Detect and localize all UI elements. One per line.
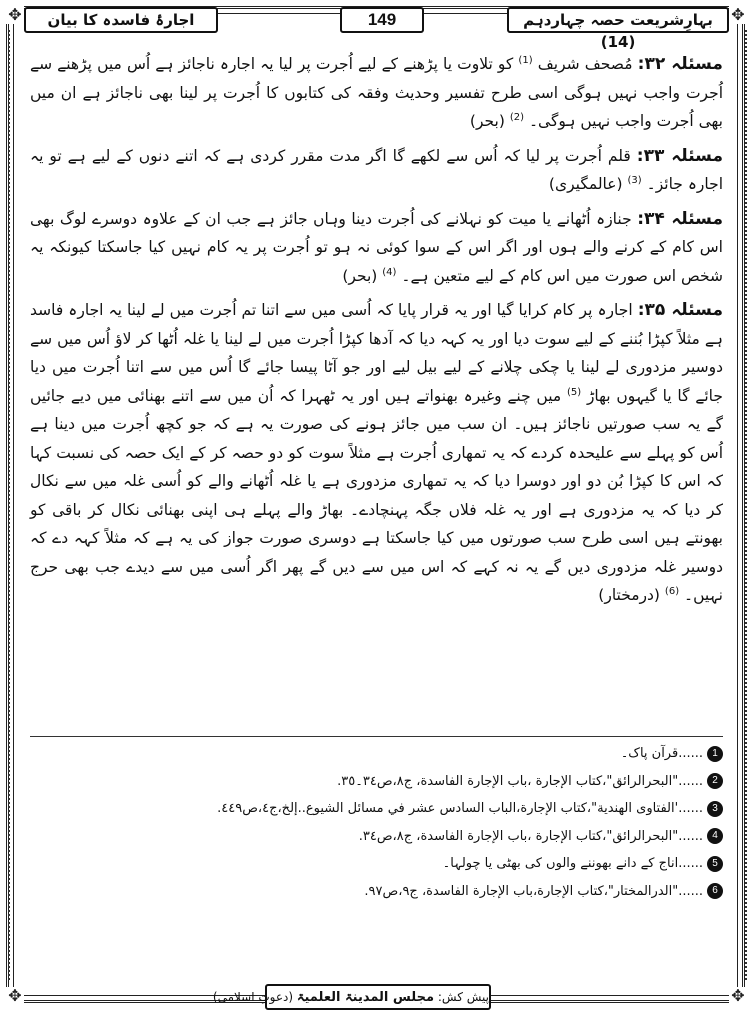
corner-ornament-top-right: ✥ bbox=[729, 6, 747, 24]
footnote-divider bbox=[30, 736, 723, 737]
footnote-text: ......قرآن پاک۔ bbox=[620, 746, 703, 761]
footnote-ref: (6) bbox=[664, 585, 680, 597]
masala-34 bbox=[30, 205, 723, 291]
chapter-title: اجارۂ فاسدہ کا بیان bbox=[24, 7, 218, 33]
source-citation: (عالمگیری) bbox=[548, 175, 623, 193]
footnote-text: ......'الفتاوى الهندية"،كتاب الإجارة،الباب السادس عشر في مسائل الشيوع..إلخ،ج٤،ص٤٤٩. bbox=[217, 801, 703, 816]
presented-by-label: پیش کش: bbox=[437, 990, 489, 1004]
page-header bbox=[22, 5, 731, 51]
source-citation: (بحر) bbox=[342, 266, 378, 285]
footnote-ref: (4) bbox=[382, 266, 397, 278]
footnote-number-badge: 2 bbox=[707, 773, 723, 789]
footnote-item bbox=[30, 768, 723, 796]
source-citation: (بحر) bbox=[469, 112, 505, 130]
footnote-text: ......اناج کے دانے بھوننے والوں کی بھٹی یا چولہا۔ bbox=[442, 856, 703, 871]
footnote-ref: (3) bbox=[627, 174, 642, 186]
footnote-item bbox=[30, 850, 723, 878]
masala-label: مسئلہ ۳۵: bbox=[637, 300, 723, 320]
masala-text: قلم اُجرت پر لیا کہ اُس سے لکھے گا اگر مدت مقرر کردی ہے کہ اتنے دنوں کے لیے ہے تو یہ اجارہ جائز۔ bbox=[30, 146, 723, 193]
masala-text: جنازہ اُٹھانے یا میت کو نہلانے کی اُجرت دینا وہاں جائز ہے جب ان کے علاوہ دوسرے لوگ بھی اس کام کے کرنے والے ہوں اور اگر اس کے سوا کوئی نہ ہو تو اُجرت پر یہ کام نہیں کیا جاسکتا کیونکہ یہ شخص اس صورت میں اس کام کے لیے متعین ہے۔ bbox=[30, 209, 723, 285]
footnote-text: ......"الدرالمختار"،كتاب الإجارة،باب الإجارة الفاسدة، ج٩،ص٩٧. bbox=[364, 883, 703, 899]
publisher-name: مجلس المدینۃ العلمیۃ bbox=[296, 990, 435, 1005]
corner-ornament-bottom-right: ✥ bbox=[729, 987, 747, 1005]
footnote-item bbox=[30, 823, 723, 851]
main-text bbox=[30, 50, 723, 616]
footnote-item bbox=[30, 795, 723, 823]
masala-35 bbox=[30, 296, 723, 610]
footnote-item bbox=[30, 740, 723, 768]
left-border-chain bbox=[8, 30, 16, 980]
publisher-subtitle: (دعوتِ اسلامی) bbox=[212, 990, 294, 1004]
footnote-number-badge: 1 bbox=[707, 746, 723, 762]
masala-text: کو تلاوت یا پڑھنے کے لیے اُجرت پر لیا یہ اجارہ ناجائز ہے اُس میں پڑھنے سے اُجرت واجب نہیں ہوگی اسی طرح تفسیر وحدیث وفقہ کی کتابوں کا اُجرت پر لینا بھی ناجائز ہے ان میں بھی اُجرت واجب نہیں ہوگی۔ bbox=[30, 55, 723, 130]
masala-32 bbox=[30, 50, 723, 136]
publisher-box bbox=[212, 984, 491, 1010]
page-number: 149 bbox=[340, 7, 424, 33]
footnote-number-badge: 5 bbox=[707, 856, 723, 872]
corner-ornament-bottom-left: ✥ bbox=[6, 987, 24, 1005]
footnote-number-badge: 3 bbox=[707, 801, 723, 817]
source-citation: (درمختار) bbox=[598, 586, 660, 604]
footnote-item bbox=[30, 878, 723, 906]
corner-ornament-top-left: ✥ bbox=[6, 6, 24, 24]
footnote-ref: (2) bbox=[509, 111, 524, 123]
footnote-number-badge: 6 bbox=[707, 883, 723, 899]
footnote-text: ......"البحرالرائق"،كتاب الإجارة ،باب الإجارة الفاسدة، ج٨،ص٣٤۔٣٥. bbox=[337, 773, 703, 789]
book-title: بہارِشریعت حصہ چہاردہم (14) bbox=[507, 7, 729, 33]
footnote-ref: (5) bbox=[566, 386, 582, 398]
masala-label: مسئلہ ۳۴: bbox=[637, 208, 723, 229]
masala-text: میں چنے وغیرہ بھنواتے ہیں اور یہ ٹھہرا کہ اُن میں سے اتنے بھنائی میں دیے جائیں گے یہ سب صورتیں ناجائز ہیں۔ ان سب میں جائز ہونے کی صورت یہ ہے کہ جو کچھ اُجرت میں دینا ہے اُس کو پہلے سے علیحدہ کردے کہ یہ تمھاری اُجرت ہے مثلاً سوت کو دو حصہ کر کے ایک حصہ کی نسبت کہا کہ اس کا کپڑا بُن دو اور دوسرا دیا کہ یہ تمھاری مزدوری ہے یا غلہ اُٹھانے والے کو اُسی غلہ میں سے نکال کر دیا کہ یہ مزدوری ہے اور یہ غلہ فلاں جگہ پہنچادے۔ بھاڑ والے پہلے ہی اپنی بھنائی نکال کر باقی کو بھونتے ہیں اسی طرح سب صورتوں میں کیا جاسکتا ہے دوسری صورت جواز کی یہ ہے کہ مثلاً کہہ دے کہ دوسیر غلہ مزدوری دیں گے یہ نہ کہے کہ اس میں سے دیں گے پھر اگر اُسی میں سے دیدے جب بھی حرج نہیں۔ bbox=[30, 386, 723, 604]
masala-text: اجارہ پر کام کرایا گیا اور یہ قرار پایا کہ اُسی میں سے اتنا تم اُجرت میں لے لینا یہ اجارہ فاسد ہے مثلاً کپڑا بُننے کے لیے سوت دیا اور یہ کہہ دیا کہ آدھا کپڑا اُجرت میں لے لینا یا غلہ اُٹھا کر لاؤ اُس میں سے دوسیر مزدوری لے لینا یا چکی چلانے کے لیے بیل لیے اور جو آٹا پیسا جائے گا اُس میں سے اتنا اُجرت میں دیا جائے گا یا گیہوں بھاڑ bbox=[30, 301, 723, 405]
masala-33 bbox=[30, 142, 723, 199]
masala-label: مسئلہ ۳۳: bbox=[636, 145, 723, 166]
right-border-chain bbox=[739, 30, 747, 980]
footnote-number-badge: 4 bbox=[707, 828, 723, 844]
masala-text: مُصحف شریف bbox=[537, 55, 633, 73]
masala-label: مسئلہ ۳۲: bbox=[637, 54, 723, 74]
page-footer bbox=[22, 978, 731, 1008]
footnote-ref: (1) bbox=[518, 54, 533, 66]
footnotes bbox=[30, 740, 723, 905]
footnote-text: ......"البحرالرائق"،كتاب الإجارة ،باب الإجارة الفاسدة، ج٨،ص٣٤. bbox=[358, 828, 703, 844]
